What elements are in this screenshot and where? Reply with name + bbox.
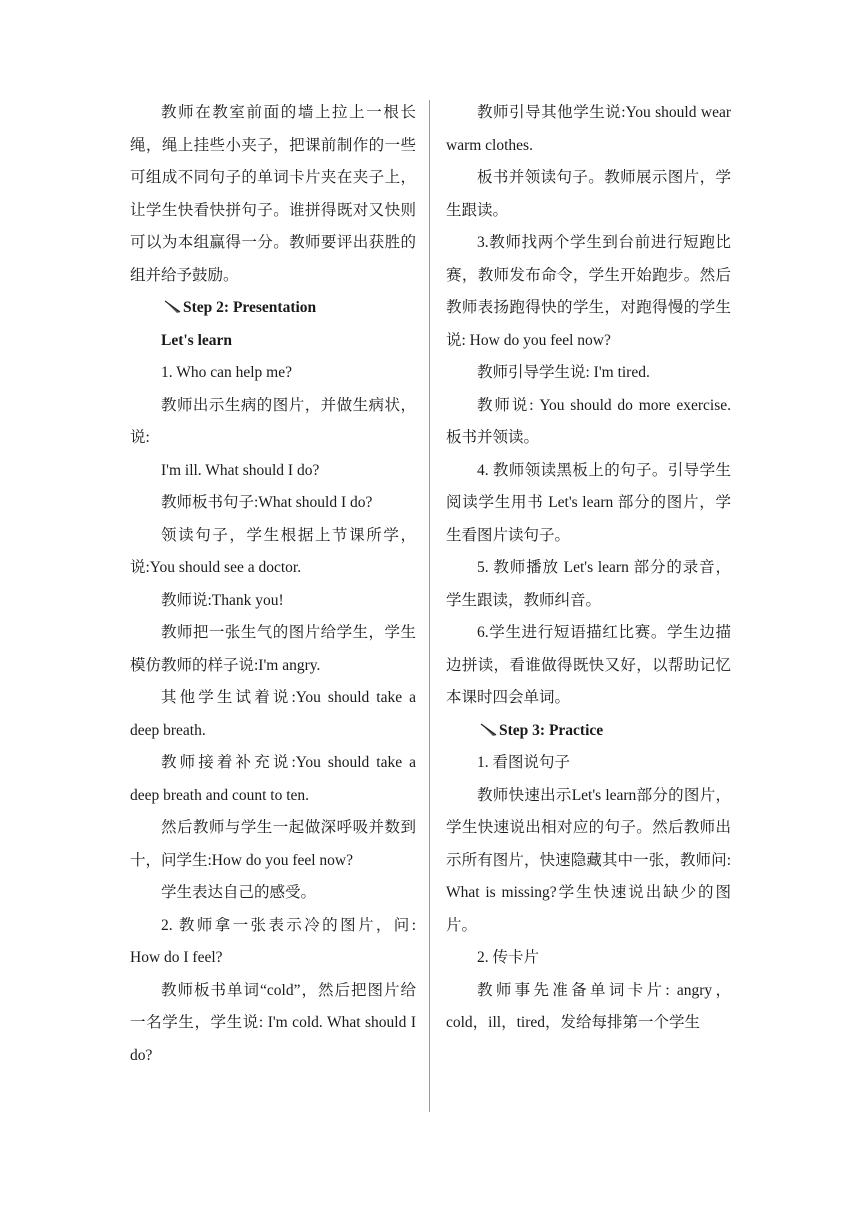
paragraph: 教师说:Thank you!: [161, 591, 284, 609]
paragraph: 教师说: You should do more exercise.板书并领读。: [446, 396, 731, 446]
paragraph: 教师接着补充说:You should take a deep breath and count to ten.: [130, 754, 416, 804]
paragraph: 其他学生试着说:You should take a deep breath.: [130, 689, 416, 739]
paragraph: 板书并领读句子。教师展示图片，学生跟读。: [446, 169, 731, 219]
section-heading: [446, 715, 731, 748]
paragraph: 教师引导其他学生说:You should wear warm clothes.: [446, 104, 731, 154]
paragraph: 1. 看图说句子: [477, 754, 571, 771]
paragraph: 教师出示生病的图片，并做生病状，说:: [130, 396, 416, 446]
paragraph: 教师在教室前面的墙上拉上一根长绳，绳上挂些小夹子，把课前制作的一些可组成不同句子的单词卡片夹在夹子上，让学生快看快拼句子。谁拼得既对又快则可以为本组赢得一分。教师要评出获胜的组并给予鼓励。: [130, 104, 416, 284]
paragraph: 教师板书句子:What should I do?: [161, 494, 373, 511]
paragraph: 1. Who can help me?: [161, 364, 292, 381]
paragraph: 6.学生进行短语描红比赛。学生边描边拼读，看谁做得既快又好，以帮助记忆本课时四会单词。: [446, 624, 731, 706]
paragraph: 2. 教师拿一张表示冷的图片，问: How do I feel?: [130, 916, 416, 966]
column-divider: [429, 100, 430, 1112]
paragraph: 然后教师与学生一起做深呼吸并数到十，问学生:How do you feel now?: [130, 819, 416, 869]
paragraph: 教师把一张生气的图片给学生，学生模仿教师的样子说:I'm angry.: [130, 624, 416, 674]
step2-heading: Step 2: Presentation: [183, 299, 317, 316]
paragraph: 学生表达自己的感受。: [161, 884, 317, 901]
paragraph: 3.教师找两个学生到台前进行短跑比赛，教师发布命令，学生开始跑步。然后教师表扬跑得快的学生，对跑得慢的学生说: How do you feel now?: [446, 234, 731, 349]
section-heading: [130, 292, 416, 325]
right-column: [446, 97, 731, 1040]
pen-icon: [480, 717, 498, 731]
left-column: [130, 97, 416, 1072]
paragraph: 2. 传卡片: [477, 949, 540, 966]
pen-icon: [164, 294, 182, 308]
paragraph: 教师事先准备单词卡片: angry，cold，ill，tired，发给每排第一个学生: [446, 981, 731, 1031]
paragraph: 5. 教师播放 Let's learn 部分的录音，学生跟读，教师纠音。: [446, 559, 731, 609]
paragraph: 教师引导学生说: I'm tired.: [477, 364, 650, 381]
paragraph: 领读句子，学生根据上节课所学，说:You should see a doctor.: [130, 526, 416, 576]
paragraph: 4. 教师领读黑板上的句子。引导学生阅读学生用书 Let's learn 部分的图片，学生看图片读句子。: [446, 461, 731, 544]
paragraph: I'm ill. What should I do?: [161, 461, 320, 479]
paragraph: 教师快速出示Let's learn部分的图片，学生快速说出相对应的句子。然后教师出示所有图片，快速隐藏其中一张，教师问: What is missing?学生快速说出缺少的图片。: [446, 786, 731, 934]
step3-heading: Step 3: Practice: [499, 721, 604, 739]
paragraph: 教师板书单词“cold”，然后把图片给一名学生，学生说: I'm cold. What should I do?: [130, 981, 416, 1064]
subheading: Let's learn: [161, 331, 233, 349]
